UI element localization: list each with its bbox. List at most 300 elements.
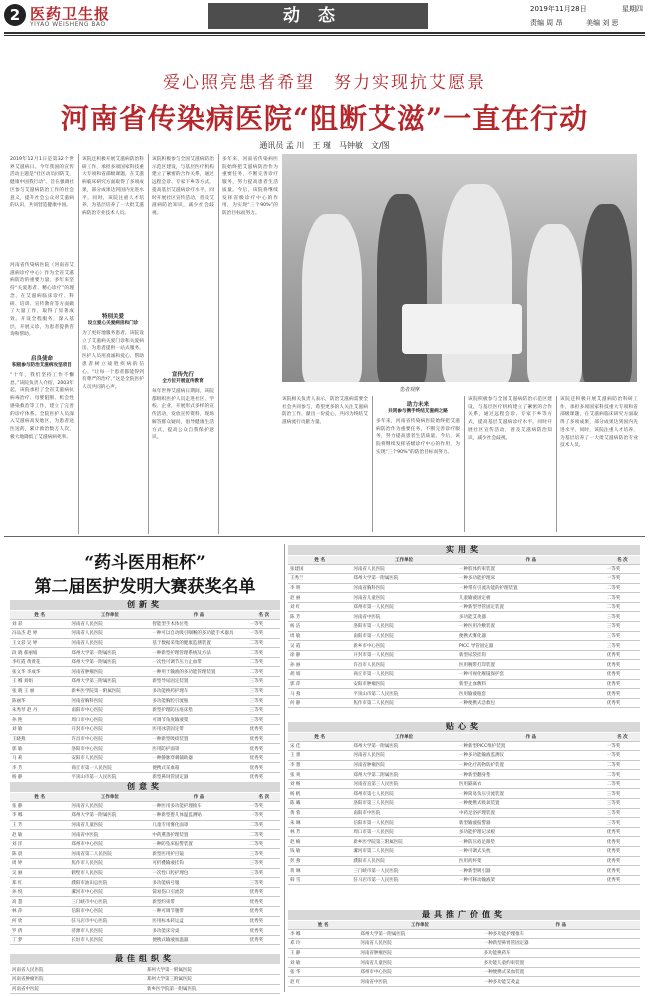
table-cell: 信阳市第一人民医院 xyxy=(351,818,457,828)
table-cell: 一种简易负压引流装置 xyxy=(457,789,605,799)
table-cell: 一种带有引流功能的护理装置 xyxy=(457,583,605,593)
table-row xyxy=(10,725,280,735)
column-divider xyxy=(218,154,219,534)
table-cell: 赵 红 xyxy=(288,977,358,987)
table-cell: 一等奖 xyxy=(248,801,280,811)
table-cell: 一种防压疮足跟垫 xyxy=(457,837,605,847)
table-cell: 河南省人民医院 xyxy=(69,619,150,629)
table-cell: 便携式采血箱 xyxy=(150,763,247,773)
table-row xyxy=(288,939,640,949)
table-row xyxy=(288,593,640,603)
table-cell: 郑州大学第一附属医院 xyxy=(69,657,150,667)
table-row xyxy=(10,705,280,715)
table-cell: 济源市人民医院 xyxy=(69,926,150,936)
table-cell: 新型鼻饲管固定器 xyxy=(150,773,247,783)
table-cell: 新乡医学院第一附属医院 xyxy=(145,984,280,994)
table-cell: 李红霞 黄黄花 xyxy=(10,657,69,667)
table-cell: 河南省儿童医院 xyxy=(351,593,457,603)
award-table-practical xyxy=(288,556,640,708)
section-subhead: 特别关爱 xyxy=(101,314,124,320)
article-text: “十年，我们坚持工作不懈怠。”该院负责人介绍，2003年起，该院承担了全省艾滋病抗病毒治疗、母婴阻断、机会性感染救治等工作，建立了完善的诊疗体系。全院医护人员深入艾滋病高发地区，为患者送医送药，累计救治数万人次，极大地降低了艾滋病病死率。 xyxy=(10,373,74,440)
editor: 责编 周 昂 xyxy=(530,19,563,27)
table-cell: 一种可移动输液架 xyxy=(457,875,605,885)
table-cell: 新乡医学院第一附属医院 xyxy=(69,686,150,696)
table-row xyxy=(288,698,640,708)
column-divider xyxy=(556,396,557,532)
table-row xyxy=(10,839,280,849)
table-row xyxy=(10,763,280,773)
table-cell: 河南省胸科医院 xyxy=(351,583,457,593)
table-cell: 孙 丽 xyxy=(288,660,351,670)
table-row xyxy=(10,830,280,840)
award-table-popular xyxy=(288,921,640,987)
table-row xyxy=(288,602,640,612)
table-cell: 新型护理防压疮床垫 xyxy=(150,705,247,715)
table-cell: 黄 蓉 xyxy=(288,808,351,818)
table-cell: 信阳市中心医院 xyxy=(69,907,150,917)
table-cell: 优秀奖 xyxy=(248,887,280,897)
table-cell: 中药熏蒸护理装置 xyxy=(150,830,247,840)
table-row xyxy=(10,849,280,859)
column-header: 姓 名 xyxy=(288,921,358,929)
article-text: 为了更好地服务患者，该院设立了艾滋病关爱门诊和关爱病房，为患者提供一站式服务。医护人员用真诚和爱心，帮助患者树立战胜疾病的信心。“让每一个患者都能得到有尊严的治疗。”这是全院医护人员共同的心声。 xyxy=(82,331,144,390)
issue-weekday: 星期四 xyxy=(622,5,643,13)
table-row xyxy=(288,779,640,789)
table-row xyxy=(288,827,640,837)
table-row xyxy=(288,967,640,977)
table-cell: 一种医用多功能护理推车 xyxy=(150,801,247,811)
table-cell: 驻马店市第一人民医院 xyxy=(351,875,457,885)
table-cell: 张 华 xyxy=(288,967,358,977)
table-cell: 新型输液报警器 xyxy=(457,818,605,828)
table-cell: 三等奖 xyxy=(248,696,280,706)
table-cell: 李 娜 xyxy=(10,811,69,821)
table-cell: 河南省肿瘤医院 xyxy=(358,948,481,958)
column-divider xyxy=(148,154,149,534)
column-header: 工作单位 xyxy=(69,611,150,619)
table-cell: 河南省人民医院 xyxy=(358,939,481,949)
table-cell: 二等奖 xyxy=(248,667,280,677)
table-cell: 郑州市第七人民医院 xyxy=(351,789,457,799)
table-row xyxy=(10,984,280,994)
table-cell: 三等奖 xyxy=(605,818,640,828)
table-cell: 郑州大学第三附属医院 xyxy=(69,677,150,687)
table-cell: 三门峡市中心医院 xyxy=(69,897,150,907)
table-cell: 马 燕 xyxy=(288,689,351,699)
table-cell: 陈 晨 xyxy=(10,849,69,859)
table-cell: 商丘市第一人民医院 xyxy=(69,763,150,773)
table-cell: 宋 佳 xyxy=(288,741,351,751)
table-cell: 南阳市第一人民医院 xyxy=(351,631,457,641)
table-cell: 陈 芳 xyxy=(288,612,351,622)
table-cell: 周口市第一人民医院 xyxy=(351,827,457,837)
table-cell: 三等奖 xyxy=(605,612,640,622)
table-row xyxy=(288,929,640,939)
table-cell: 许昌市人民医院 xyxy=(351,660,457,670)
table-cell: 开封市第一人民医院 xyxy=(351,650,457,660)
table-cell: 一种多功能护理床 xyxy=(457,574,605,584)
table-cell: 三等奖 xyxy=(248,878,280,888)
table-cell: 南阳市中心医院 xyxy=(69,705,150,715)
table-cell: 一种可调式头枕 xyxy=(457,847,605,857)
table-cell: 优秀奖 xyxy=(248,753,280,763)
table-cell: 二等奖 xyxy=(248,839,280,849)
table-cell: 韩 雪 xyxy=(288,875,351,885)
table-cell: 三等奖 xyxy=(605,789,640,799)
table-cell: 河南省中医院 xyxy=(351,612,457,622)
table-cell: 优秀奖 xyxy=(248,935,280,945)
table-cell: 河南省肿瘤医院 xyxy=(351,760,457,770)
table-cell: 冯品杰 赵 婷 xyxy=(10,629,69,639)
table-cell: 河南省肿瘤医院 xyxy=(10,975,145,985)
table-cell: 新型约束带 xyxy=(150,897,247,907)
table-cell: 焦作市第二人民医院 xyxy=(351,698,457,708)
column-header: 名 次 xyxy=(605,733,640,741)
table-row xyxy=(10,648,280,658)
table-row xyxy=(10,619,280,629)
table-row xyxy=(288,741,640,751)
award-table-organize xyxy=(10,965,280,994)
table-row xyxy=(288,875,640,885)
table-cell: 刘 敏 xyxy=(288,958,358,968)
table-cell: 王晓燕 xyxy=(10,734,69,744)
table-cell: 优秀奖 xyxy=(605,847,640,857)
table-cell: 二等奖 xyxy=(605,760,640,770)
table-cell: 南阳市中医院 xyxy=(351,808,457,818)
table-cell: 优秀奖 xyxy=(248,916,280,926)
table-cell: 高 慧 xyxy=(10,897,69,907)
table-cell: 郭 敏 xyxy=(10,744,69,754)
article-text: 多年来，河南省传染病医院始终把艾滋病防治作为重要任务，不断完善诊疗服务，努力提高患者生活质量。今后，该院将继续发挥省级诊疗中心的作用，为实现“三个90%”的防治目标而努力。 xyxy=(376,419,460,455)
table-cell: 刘 敏 xyxy=(10,725,69,735)
table-cell: 多功能艾灸器 xyxy=(457,612,605,622)
paper-pinyin: YIYAO WEISHENG BAO xyxy=(30,21,106,28)
table-cell: 优秀奖 xyxy=(605,698,640,708)
table-cell: 优秀奖 xyxy=(248,907,280,917)
column-header: 作 品 xyxy=(457,556,605,564)
table-row xyxy=(288,660,640,670)
table-row xyxy=(10,820,280,830)
table-cell: 优秀奖 xyxy=(605,679,640,689)
table-cell: 张 晓 王 丽 xyxy=(10,686,69,696)
table-cell: 安阳市肿瘤医院 xyxy=(351,679,457,689)
table-cell: 漯河市中心医院 xyxy=(69,887,150,897)
table-cell: 蒋 琳 xyxy=(288,866,351,876)
table-cell: 中药足浴护理装置 xyxy=(457,808,605,818)
table-cell: 三等奖 xyxy=(605,631,640,641)
column-header: 姓 名 xyxy=(10,611,69,619)
table-row xyxy=(288,847,640,857)
table-header-row xyxy=(10,793,280,801)
table-cell: 王秀兰 xyxy=(288,574,351,584)
table-cell: 新乡市中心医院 xyxy=(351,641,457,651)
table-cell: 三等奖 xyxy=(248,868,280,878)
column-header: 名 次 xyxy=(248,793,280,801)
table-cell: 一次性可调节压力止血带 xyxy=(150,657,247,667)
table-heading-bronze: 贴心奖 xyxy=(288,722,640,732)
table-header-row xyxy=(288,733,640,741)
table-cell: 二等奖 xyxy=(248,648,280,658)
table-cell: 河南省第二人民医院 xyxy=(69,849,150,859)
table-cell: 三等奖 xyxy=(248,715,280,725)
table-cell: 郑州市第一人民医院 xyxy=(351,602,457,612)
table-cell: 河南省中医院 xyxy=(10,984,145,994)
table-cell: 彭 燕 xyxy=(288,856,351,866)
table-cell: 医用输液瓶套 xyxy=(457,689,605,699)
article-text: 多年来，河南省传染病医院始终把艾滋病防治作为重要任务，不断完善诊疗服务，努力提高患者生活质量。今后，该院将继续发挥省级诊疗中心的作用，为实现“三个90%”的防治目标而努力。 xyxy=(222,157,278,216)
table-cell: 优秀奖 xyxy=(248,763,280,773)
column-divider xyxy=(464,396,465,532)
table-cell: 郑州大学第三附属医院 xyxy=(145,975,280,985)
table-heading-creative-new: 创新奖 xyxy=(10,600,280,610)
table-cell: 安阳市人民医院 xyxy=(69,753,150,763)
table-row xyxy=(10,753,280,763)
table-cell: 一种可调节腹带 xyxy=(150,907,247,917)
table-cell: 河南省胸科医院 xyxy=(69,696,150,706)
table-cell: 一种多功能护理推车 xyxy=(482,929,640,939)
table-cell: 三等奖 xyxy=(605,799,640,809)
table-cell: 河南省人民医院 xyxy=(351,564,457,574)
table-cell: 儿童输液固定板 xyxy=(457,593,605,603)
section-subhead: 助力未来 xyxy=(406,402,429,408)
table-row xyxy=(10,887,280,897)
table-cell: 河南省中医院 xyxy=(358,977,481,987)
table-cell: 一种防坠床报警装置 xyxy=(150,839,247,849)
column-header: 工作单位 xyxy=(358,921,481,929)
table-cell: 三等奖 xyxy=(248,849,280,859)
table-cell: 杨 静 xyxy=(10,773,69,783)
table-row xyxy=(288,574,640,584)
table-row xyxy=(10,811,280,821)
column-header: 作 品 xyxy=(150,793,247,801)
table-row xyxy=(288,808,640,818)
table-cell: PICC 导管固定器 xyxy=(457,641,605,651)
table-row xyxy=(288,866,640,876)
table-row xyxy=(10,859,280,869)
table-cell: 一种新型翻身垫 xyxy=(457,770,605,780)
table-cell: 一种肢体约束装置 xyxy=(457,564,605,574)
table-cell: 郑 红 xyxy=(10,878,69,888)
table-row xyxy=(288,622,640,632)
table-header-row xyxy=(288,556,640,564)
table-cell: 一等奖 xyxy=(248,619,280,629)
table-cell: 三等奖 xyxy=(248,705,280,715)
table-row xyxy=(10,677,280,687)
table-cell: 郑州大学第一附属医院 xyxy=(351,574,457,584)
table-cell: 二等奖 xyxy=(248,830,280,840)
table-cell: 王 蕾 xyxy=(288,751,351,761)
column-header: 作 品 xyxy=(482,921,640,929)
table-cell: 刘 彩 xyxy=(10,619,69,629)
table-cell: 许昌市中心医院 xyxy=(69,734,150,744)
table-cell: 刘 洋 xyxy=(10,839,69,849)
section-subhead-detail: 设立爱心关爱病房和门诊 xyxy=(87,321,139,326)
table-row xyxy=(288,837,640,847)
table-row xyxy=(10,715,280,725)
table-cell: 王 娜 刘娟 xyxy=(10,677,69,687)
table-cell: 医用药杯架 xyxy=(457,856,605,866)
column-header: 工作单位 xyxy=(351,733,457,741)
table-row xyxy=(10,907,280,917)
table-cell: 郑州大学第一附属医院 xyxy=(69,811,150,821)
table-cell: 一种静脉穿刺辅助器 xyxy=(150,753,247,763)
table-cell: 吴 霞 xyxy=(288,641,351,651)
table-row xyxy=(10,935,280,945)
table-cell: 郑州大学第一附属医院 xyxy=(69,648,150,658)
table-cell: 何 欣 xyxy=(10,916,69,926)
table-cell: 一等奖 xyxy=(605,564,640,574)
column-divider xyxy=(372,396,373,532)
table-cell: 一等奖 xyxy=(248,811,280,821)
table-cell: 李 想 xyxy=(288,760,351,770)
table-cell: 周口市中心医院 xyxy=(69,715,150,725)
table-cell: 洛阳市中心医院 xyxy=(69,744,150,754)
table-cell: 周 敏 xyxy=(288,631,351,641)
column-header: 工作单位 xyxy=(69,793,150,801)
table-cell: 陈 曦 xyxy=(288,799,351,809)
table-row xyxy=(288,789,640,799)
header-rule-thin xyxy=(4,35,645,36)
article-byline: 通讯员 孟 川 王 瑾 马钟敏 文/图 xyxy=(259,141,390,150)
table-cell: 郑州市中心医院 xyxy=(69,839,150,849)
table-row xyxy=(288,818,640,828)
column-header: 名 次 xyxy=(605,556,640,564)
photo-caption: 患者观摩 xyxy=(400,387,421,393)
header-rule xyxy=(4,32,645,34)
table-row xyxy=(10,744,280,754)
table-row xyxy=(10,878,280,888)
table-cell: 二等奖 xyxy=(605,779,640,789)
table-cell: 可折叠输液挂钩 xyxy=(150,859,247,869)
table-cell: 优秀奖 xyxy=(248,773,280,783)
table-row xyxy=(288,650,640,660)
table-cell: 刘 畅 xyxy=(288,779,351,789)
table-cell: 三等奖 xyxy=(248,859,280,869)
table-cell: 多功能换药车 xyxy=(482,948,640,958)
table-row xyxy=(288,751,640,761)
column-header: 作 品 xyxy=(457,733,605,741)
table-cell: 优秀奖 xyxy=(605,875,640,885)
table-cell: 优秀奖 xyxy=(248,897,280,907)
table-cell: 王文彩 吴 婷 xyxy=(10,638,69,648)
table-cell: 一种医用冷敷装置 xyxy=(457,622,605,632)
table-cell: 二等奖 xyxy=(605,583,640,593)
table-row xyxy=(288,770,640,780)
table-cell: 赵 丽 xyxy=(288,593,351,603)
table-cell: 一种化疗药物防护装置 xyxy=(457,760,605,770)
table-row xyxy=(288,856,640,866)
table-row xyxy=(288,948,640,958)
table-cell: 多功能护理记录板 xyxy=(457,827,605,837)
table-row xyxy=(10,897,280,907)
table-cell: 李 明 xyxy=(288,583,351,593)
article-text: 该院相关负责人表示，防治艾滋病需要全社会共同参与，希望更多的人关注艾滋病防治工作，献出一份爱心，共同为终结艾滋病流行贡献力量。 xyxy=(282,397,368,426)
article-text: 每年世界艾滋病日期间，该院都组织医护人员走进社区、学校、企业，开展形式多样的宣传活动，发放宣传资料，现场解答群众疑问，倡导健康生活方式，提高公众自我保护意识。 xyxy=(152,389,214,441)
table-cell: 三等奖 xyxy=(605,808,640,818)
table-cell: 优秀奖 xyxy=(605,856,640,866)
table-cell: 新型导尿固定装置 xyxy=(150,677,247,687)
table-cell: 李 娜 xyxy=(288,929,358,939)
table-cell: 漯河市第二人民医院 xyxy=(351,847,457,857)
table-cell: 一等奖 xyxy=(605,751,640,761)
table-cell: 优秀奖 xyxy=(248,744,280,754)
table-row xyxy=(288,958,640,968)
table-cell: 河南省儿童医院 xyxy=(358,958,481,968)
table-cell: 河南省人民医院 xyxy=(10,965,145,975)
table-cell: 多功能胸腔引流瓶 xyxy=(150,696,247,706)
table-row xyxy=(10,773,280,783)
article-headline: 河南省传染病医院“阻断艾滋”一直在行动 xyxy=(60,102,589,135)
table-cell: 一种新型护理管理系统及方法 xyxy=(150,648,247,658)
masthead xyxy=(0,0,649,32)
table-cell: 焦作市人民医院 xyxy=(69,859,150,869)
table-cell: 赵 楠 xyxy=(288,837,351,847)
table-cell: 三等奖 xyxy=(248,686,280,696)
table-cell: 杨 帆 xyxy=(288,789,351,799)
table-cell: 一种便携式采血装置 xyxy=(482,967,640,977)
table-cell: 王 芳 xyxy=(10,820,69,830)
table-cell: 一等奖 xyxy=(605,574,640,584)
article-text: 该院积极参与全国艾滋病防治示范区建设，与基层医疗机构建立了紧密的合作关系，通过远程会诊、专家下乡等方式，提高基层艾滋病诊疗水平。同时开展社区宣传活动，普及艾滋病防治知识，减少社会歧视。 xyxy=(152,157,214,216)
table-cell: 河南省儿童医院 xyxy=(69,820,150,830)
table-row xyxy=(288,564,640,574)
article-text: 河南省传染病医院（河南省艾滋病诊疗中心）作为全省艾滋病防治的重要力量，多年来坚持“关爱患者、精心诊疗”的理念，在艾滋病临床诊疗、科研、培训、宣传教育等方面做了大量工作，取得了显著成效。开设全程服务，深入基层，开展义诊，为患者提供咨询和帮助。 xyxy=(10,263,74,338)
table-cell: 河南省人民医院 xyxy=(351,751,457,761)
table-cell: 优秀奖 xyxy=(605,650,640,660)
section-subhead-detail: 全方位开展宣传教育 xyxy=(162,379,204,384)
table-cell: 王 静 xyxy=(288,948,358,958)
table-cell: 多功能儿童约束装置 xyxy=(482,958,640,968)
table-cell: 一种新型鼻胃管固定器 xyxy=(482,939,640,949)
table-cell: 河南省人民医院 xyxy=(69,801,150,811)
table-cell: 二等奖 xyxy=(248,638,280,648)
section-title: 动态 xyxy=(208,3,428,29)
table-cell: 二等奖 xyxy=(605,770,640,780)
table-cell: 三门峡市第一人民医院 xyxy=(351,866,457,876)
table-cell: 优秀奖 xyxy=(248,926,280,936)
table-cell: 一种可视化喉镜保护套 xyxy=(457,670,605,680)
table-row xyxy=(288,977,640,987)
table-cell: 河南省肿瘤医院 xyxy=(69,667,150,677)
table-cell: 林 萍 xyxy=(10,907,69,917)
article-text: 该院积极参与全国艾滋病防治示范区建设，与基层医疗机构建立了紧密的合作关系，通过远程会诊、专家下乡等方式，提高基层艾滋病诊疗水平。同时开展社区宣传活动，普及艾滋病防治知识，减少社会歧视。 xyxy=(468,397,552,441)
table-row xyxy=(10,801,280,811)
table-cell: 多功能换药护理车 xyxy=(150,686,247,696)
table-cell: 医用防护面罩 xyxy=(150,744,247,754)
page-number: 2 xyxy=(4,4,26,26)
table-cell: 优秀奖 xyxy=(605,670,640,680)
table-cell: 郭 萍 xyxy=(288,679,351,689)
table-cell: 新型尿袋挂钩 xyxy=(457,650,605,660)
table-cell: 河南省人民医院 xyxy=(69,638,150,648)
table-cell: 郑州大学第二附属医院 xyxy=(351,770,457,780)
table-cell: 罗 倩 xyxy=(10,926,69,936)
article-photo xyxy=(282,154,637,382)
table-cell: 鹤壁市人民医院 xyxy=(69,868,150,878)
table-cell: 二等奖 xyxy=(248,657,280,667)
table-row xyxy=(288,583,640,593)
table-cell: 长垣市人民医院 xyxy=(69,935,150,945)
table-cell: 河南省中医院 xyxy=(69,830,150,840)
table-cell: 二等奖 xyxy=(248,820,280,830)
table-cell: 郑州市中心医院 xyxy=(358,967,481,977)
column-divider xyxy=(78,154,79,534)
award-title-line2: 第二届医护发明大赛获奖名单 xyxy=(34,577,256,597)
article-lead: 2019年12月1日是第32个世界艾滋病日。今年我国的宣传活动主题是“社区动员同防艾，健康中国我行动”。旨在强调社区参与艾滋病防治工作的社会意义，提升社会公众对艾滋病的认识，共同营造健康中国。 xyxy=(10,157,74,209)
section-rule xyxy=(4,536,645,537)
section-subhead-detail: 共同参与携手终结艾滋病之路 xyxy=(388,409,448,414)
table-cell: 简易伤口引流袋 xyxy=(150,887,247,897)
